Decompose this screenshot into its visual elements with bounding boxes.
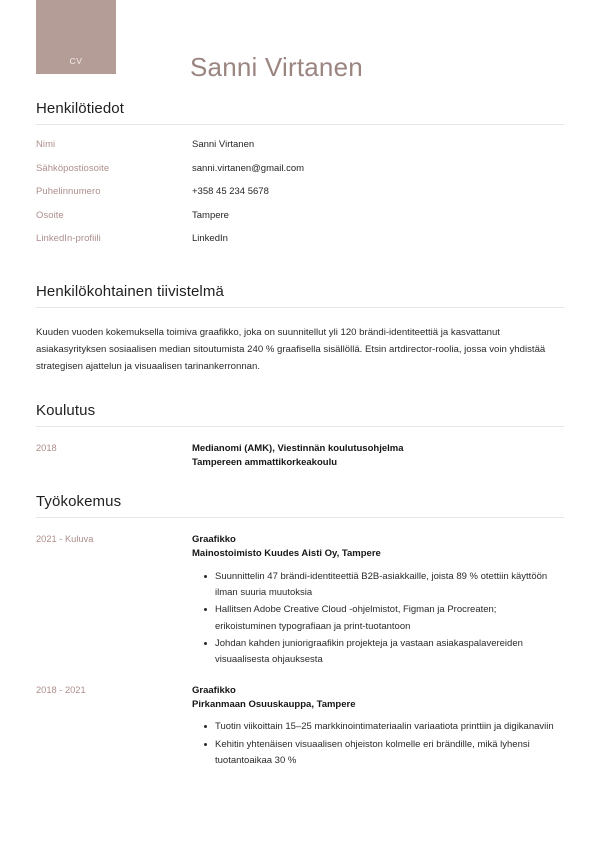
education-institution: Tampereen ammattikorkeakoulu xyxy=(192,457,338,469)
entry-body xyxy=(192,684,564,771)
work-bullet: Tuotin viikoittain 15–25 markkinointimateriaalin variaatiota printtiin ja digikanaviin xyxy=(204,719,554,735)
info-label: Puhelinnumero xyxy=(36,186,101,197)
info-value-linkedin[interactable]: LinkedIn xyxy=(192,233,228,244)
section-personal-info xyxy=(36,100,564,244)
work-entry xyxy=(36,533,564,670)
section-title-work-experience: Työkokemus xyxy=(36,492,122,510)
entry-date: 2021 - Kuluva xyxy=(36,533,94,544)
info-value: Tampere xyxy=(192,209,229,221)
info-value: +358 45 234 5678 xyxy=(192,186,269,197)
cv-header xyxy=(36,0,564,100)
work-bullet: Johdan kahden juniorigraafikin projekteja ja vastaan asiakaspalavereiden visuaalisesta ohjauksesta xyxy=(204,636,554,669)
work-bullet-list xyxy=(192,719,564,769)
work-role: Graafikko xyxy=(192,684,236,696)
info-row xyxy=(36,163,564,174)
section-title-personal-info: Henkilötiedot xyxy=(36,100,125,117)
personal-info-list xyxy=(36,125,564,244)
section-summary xyxy=(36,283,564,376)
work-entry xyxy=(36,684,564,771)
cv-logo-label: CV xyxy=(69,56,83,66)
info-value: Sanni Virtanen xyxy=(192,139,255,150)
work-bullet: Hallitsen Adobe Creative Cloud -ohjelmistot, Figman ja Procreaten; erikoistuminen typografiaan ja print-tuotantoon xyxy=(204,602,554,635)
cv-logo-block xyxy=(36,0,116,74)
section-title-education: Koulutus xyxy=(36,401,96,419)
info-row xyxy=(36,186,564,197)
section-title-summary: Henkilökohtainen tiivistelmä xyxy=(36,282,224,300)
education-degree: Medianomi (AMK), Viestinnän koulutusohjelma xyxy=(192,442,404,454)
work-role: Graafikko xyxy=(192,533,236,545)
info-label: Nimi xyxy=(36,139,56,150)
info-row xyxy=(36,233,564,244)
education-list xyxy=(36,427,564,471)
education-entry xyxy=(36,442,564,471)
work-experience-list xyxy=(36,518,564,771)
work-bullet: Suunnittelin 47 brändi-identiteettiä B2B-asiakkaille, joista 89 % otettiin käyttöön ilman suuria muutoksia xyxy=(204,569,554,602)
info-label: LinkedIn-profiili xyxy=(36,233,101,244)
info-row xyxy=(36,210,564,221)
work-employer: Pirkanmaan Osuuskauppa, Tampere xyxy=(192,699,356,711)
summary-text: Kuuden vuoden kokemuksella toimiva graafikko, joka on suunnitellut yli 120 brändi-identiteettiä ja kasvattanut asiakasyrityksen sosiaalisen median sitoutumista 240 % graafisella sisällöllä. Etsin artdirector-roolia, jossa voin yhdistää strategisen ajattelun ja visuaalisen tarinankerronnan. xyxy=(36,326,546,373)
work-bullet-list xyxy=(192,569,564,669)
entry-body xyxy=(192,442,564,471)
work-bullet: Kehitin yhtenäisen visuaalisen ohjeiston kolmelle eri brändille, mikä lyhensi tuotantoaikaa 30 % xyxy=(204,737,554,770)
section-education xyxy=(36,402,564,471)
work-employer: Mainostoimisto Kuudes Aisti Oy, Tampere xyxy=(192,548,381,560)
info-value: sanni.virtanen@gmail.com xyxy=(192,162,305,174)
entry-date: 2018 - 2021 xyxy=(36,684,86,695)
info-label: Sähköpostiosoite xyxy=(36,162,110,174)
info-label: Osoite xyxy=(36,209,64,221)
entry-date: 2018 xyxy=(36,442,57,453)
info-row xyxy=(36,139,564,150)
section-work-experience xyxy=(36,493,564,771)
entry-body xyxy=(192,533,564,670)
page-title: Sanni Virtanen xyxy=(190,52,363,82)
